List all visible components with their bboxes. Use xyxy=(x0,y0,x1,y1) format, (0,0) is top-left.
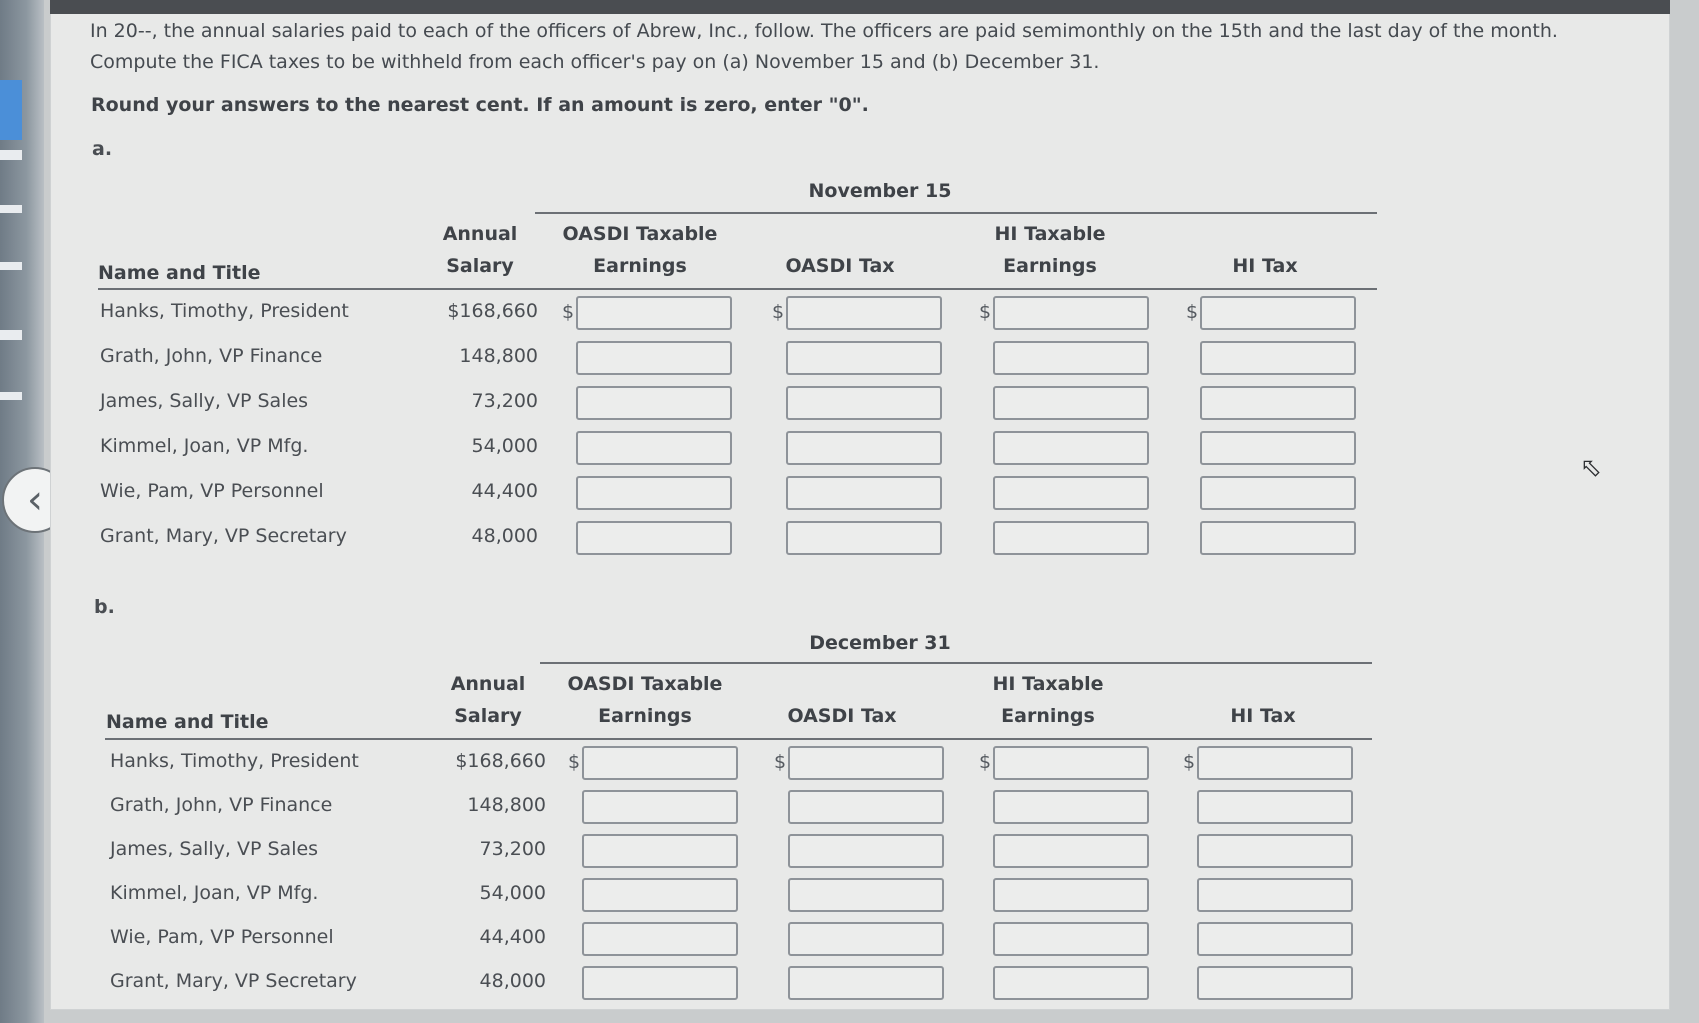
oasdi-taxable-earnings-input[interactable] xyxy=(582,922,738,956)
oasdi-tax-input[interactable] xyxy=(786,476,942,510)
header-oasdi-taxable: OASDI Taxable xyxy=(567,673,723,695)
row-name: Wie, Pam, VP Personnel xyxy=(100,480,324,502)
hi-taxable-earnings-input[interactable] xyxy=(993,296,1149,330)
oasdi-tax-input[interactable] xyxy=(788,922,944,956)
currency-symbol: $ xyxy=(979,751,992,773)
oasdi-taxable-earnings-input[interactable] xyxy=(576,476,732,510)
hi-taxable-earnings-input[interactable] xyxy=(993,878,1149,912)
row-salary: 54,000 xyxy=(479,882,546,904)
row-name: James, Sally, VP Sales xyxy=(100,390,309,412)
row-salary: 54,000 xyxy=(471,435,538,457)
header-oasdi-taxable-earnings xyxy=(555,668,735,732)
header-earnings: Earnings xyxy=(598,705,692,727)
hi-taxable-earnings-input[interactable] xyxy=(993,746,1149,780)
panel-top-bar xyxy=(50,0,1670,14)
header-hi-earnings: Earnings xyxy=(1001,705,1095,727)
oasdi-taxable-earnings-input[interactable] xyxy=(576,341,732,375)
row-name: Grant, Mary, VP Secretary xyxy=(100,525,347,547)
hi-taxable-earnings-input[interactable] xyxy=(993,476,1149,510)
oasdi-tax-input[interactable] xyxy=(788,746,944,780)
row-name: James, Sally, VP Sales xyxy=(110,838,319,860)
header-underline xyxy=(105,738,1372,740)
part-a-label: a. xyxy=(92,138,113,160)
header-hi-taxable: HI Taxable xyxy=(994,223,1106,245)
header-salary: Salary xyxy=(454,705,522,727)
oasdi-tax-input[interactable] xyxy=(788,966,944,1000)
part-b-table xyxy=(90,622,1390,1022)
row-salary: $168,660 xyxy=(455,750,546,772)
oasdi-taxable-earnings-input[interactable] xyxy=(576,521,732,555)
mouse-pointer-icon: ⬁ xyxy=(1580,453,1602,483)
hi-taxable-earnings-input[interactable] xyxy=(993,966,1149,1000)
currency-symbol: $ xyxy=(562,301,575,323)
oasdi-tax-input[interactable] xyxy=(786,341,942,375)
oasdi-taxable-earnings-input[interactable] xyxy=(576,386,732,420)
hi-tax-input[interactable] xyxy=(1200,296,1356,330)
row-name: Kimmel, Joan, VP Mfg. xyxy=(110,882,319,904)
currency-symbol: $ xyxy=(774,751,787,773)
hi-taxable-earnings-input[interactable] xyxy=(993,386,1149,420)
strip-bar xyxy=(0,262,22,270)
row-salary: 73,200 xyxy=(471,390,538,412)
row-salary: 44,400 xyxy=(479,926,546,948)
header-hi-taxable: HI Taxable xyxy=(992,673,1104,695)
hi-tax-input[interactable] xyxy=(1197,790,1353,824)
hi-taxable-earnings-input[interactable] xyxy=(993,521,1149,555)
hi-tax-input[interactable] xyxy=(1197,746,1353,780)
hi-tax-input[interactable] xyxy=(1200,341,1356,375)
currency-symbol: $ xyxy=(772,301,785,323)
oasdi-tax-input[interactable] xyxy=(786,521,942,555)
row-salary: 48,000 xyxy=(471,525,538,547)
oasdi-tax-input[interactable] xyxy=(788,878,944,912)
date-underline xyxy=(540,662,1372,664)
row-salary: 148,800 xyxy=(467,794,546,816)
oasdi-taxable-earnings-input[interactable] xyxy=(582,790,738,824)
header-underline xyxy=(98,288,1377,290)
oasdi-tax-input[interactable] xyxy=(786,431,942,465)
header-annual: Annual xyxy=(450,673,526,695)
oasdi-taxable-earnings-input[interactable] xyxy=(582,878,738,912)
strip-bar xyxy=(0,205,22,213)
question-text: In 20--, the annual salaries paid to each of the officers of Abrew, Inc., follow. The officers are paid semimonthly on the 15th and the last day of the month. Compute the FICA taxes to be withheld from each officer's pay on (a) November 15 and (b) December 31. xyxy=(90,20,1558,73)
row-name: Wie, Pam, VP Personnel xyxy=(110,926,334,948)
hi-tax-input[interactable] xyxy=(1200,521,1356,555)
currency-symbol: $ xyxy=(979,301,992,323)
currency-symbol: $ xyxy=(1186,301,1199,323)
row-name: Kimmel, Joan, VP Mfg. xyxy=(100,435,309,457)
part-b-date-header: December 31 xyxy=(809,632,951,654)
header-oasdi-taxable-earnings xyxy=(550,218,730,282)
hi-taxable-earnings-input[interactable] xyxy=(993,922,1149,956)
strip-bar xyxy=(0,392,22,400)
header-hi-taxable-earnings xyxy=(963,668,1133,732)
row-name: Grath, John, VP Finance xyxy=(100,345,323,367)
oasdi-tax-input[interactable] xyxy=(788,790,944,824)
hi-taxable-earnings-input[interactable] xyxy=(993,431,1149,465)
strip-bar xyxy=(0,330,22,340)
row-name: Hanks, Timothy, President xyxy=(110,750,359,772)
row-salary: 44,400 xyxy=(471,480,538,502)
hi-taxable-earnings-input[interactable] xyxy=(993,834,1149,868)
currency-symbol: $ xyxy=(1183,751,1196,773)
oasdi-taxable-earnings-input[interactable] xyxy=(582,834,738,868)
header-name-title xyxy=(90,674,296,738)
strip-accent xyxy=(0,80,22,140)
part-a-table xyxy=(90,170,1390,570)
oasdi-tax-input[interactable] xyxy=(788,834,944,868)
hi-taxable-earnings-input[interactable] xyxy=(993,790,1149,824)
row-name: Grath, John, VP Finance xyxy=(110,794,333,816)
part-a-date-header: November 15 xyxy=(808,180,952,202)
oasdi-taxable-earnings-input[interactable] xyxy=(576,431,732,465)
header-name-title-text: Name and Title xyxy=(106,711,269,733)
hi-tax-input[interactable] xyxy=(1197,966,1353,1000)
header-hi-earnings: Earnings xyxy=(1003,255,1097,277)
oasdi-taxable-earnings-input[interactable] xyxy=(576,296,732,330)
header-annual: Annual xyxy=(442,223,518,245)
chevron-left-icon: ‹ xyxy=(27,477,43,523)
oasdi-tax-input[interactable] xyxy=(786,386,942,420)
header-oasdi-tax: OASDI Tax xyxy=(787,705,897,727)
instruction-text: Round your answers to the nearest cent. If an amount is zero, enter "0". xyxy=(91,94,869,116)
hi-tax-input[interactable] xyxy=(1200,431,1356,465)
header-salary: Salary xyxy=(446,255,514,277)
oasdi-taxable-earnings-input[interactable] xyxy=(582,746,738,780)
header-hi-tax: HI Tax xyxy=(1232,255,1298,277)
question-panel xyxy=(50,0,1670,1010)
oasdi-tax-input[interactable] xyxy=(786,296,942,330)
oasdi-taxable-earnings-input[interactable] xyxy=(582,966,738,1000)
date-underline xyxy=(535,212,1377,214)
header-hi-tax: HI Tax xyxy=(1230,705,1296,727)
hi-tax-input[interactable] xyxy=(1200,476,1356,510)
hi-tax-input[interactable] xyxy=(1197,922,1353,956)
header-annual-salary xyxy=(418,668,558,732)
header-earnings: Earnings xyxy=(593,255,687,277)
hi-tax-input[interactable] xyxy=(1197,878,1353,912)
hi-taxable-earnings-input[interactable] xyxy=(993,341,1149,375)
row-name: Hanks, Timothy, President xyxy=(100,300,349,322)
row-name: Grant, Mary, VP Secretary xyxy=(110,970,357,992)
header-name-title-text: Name and Title xyxy=(98,262,261,284)
header-oasdi-tax: OASDI Tax xyxy=(785,255,895,277)
row-salary: 148,800 xyxy=(459,345,538,367)
hi-tax-input[interactable] xyxy=(1197,834,1353,868)
header-annual-salary xyxy=(410,218,550,282)
part-b-label: b. xyxy=(94,596,115,618)
header-oasdi-taxable: OASDI Taxable xyxy=(562,223,718,245)
header-hi-taxable-earnings xyxy=(965,218,1135,282)
row-salary: 73,200 xyxy=(479,838,546,860)
row-salary: 48,000 xyxy=(479,970,546,992)
currency-symbol: $ xyxy=(568,751,581,773)
hi-tax-input[interactable] xyxy=(1200,386,1356,420)
strip-bar xyxy=(0,150,22,160)
row-salary: $168,660 xyxy=(447,300,538,322)
header-name-title xyxy=(90,225,278,289)
